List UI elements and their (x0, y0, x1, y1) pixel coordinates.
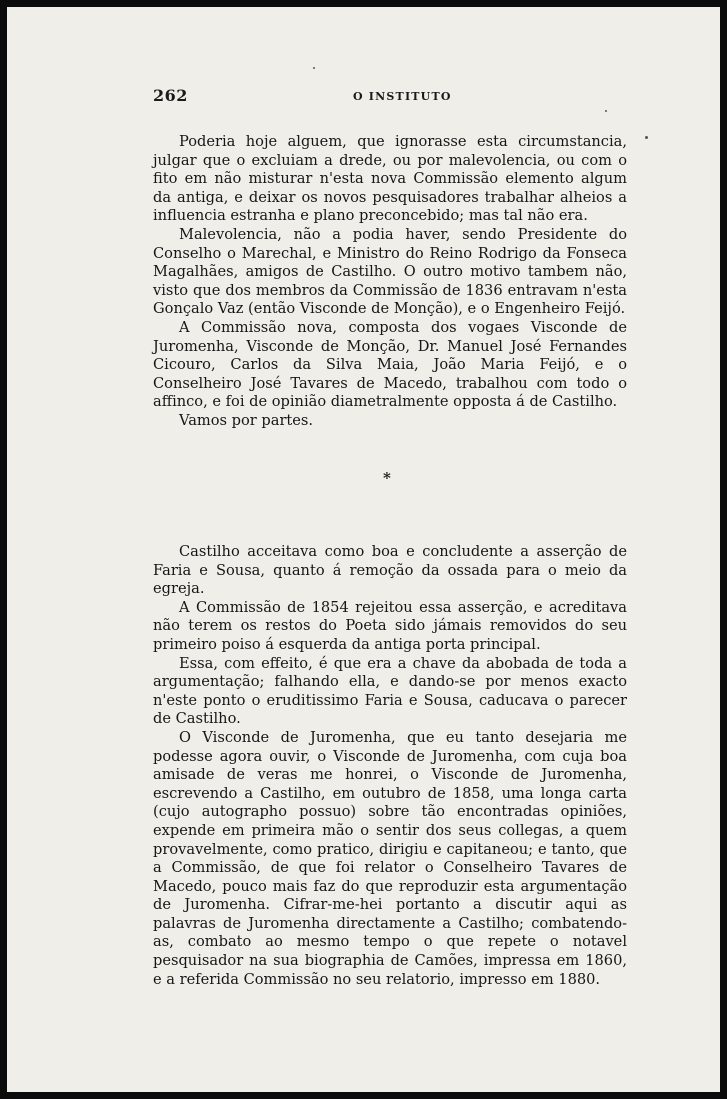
book-page (7, 7, 720, 1092)
paragraph: A Commissão nova, composta dos vogaes Visconde de Juromenha, Visconde de Monção, Dr. Manuel José Fernandes Cicouro, Carlos da Silva Maia, João Maria Feijó, e o Conselheiro José Tavares de Macedo, trabalhou com todo o affinco, e foi de opinião diametralmente opposta á de Castilho. (153, 318, 627, 411)
text-section-1 (153, 133, 627, 431)
paragraph: Essa, com effeito, é que era a chave da abobada de toda a argumentação; falhando ella, e dando-se por menos exacto n'este ponto o eruditissimo Faria e Sousa, caducava o parecer de Castilho. (153, 654, 627, 728)
paragraph: O Visconde de Juromenha, que eu tanto desejaria me podesse agora ouvir, o Visconde de Juromenha, com cuja boa amisade de veras me honrei, o Visconde de Juromenha, escrevendo a Castilho, em outubro de 1858, uma longa carta (cujo autographo possuo) sobre tão encontradas opiniões, expende em primeira mão o sentir dos seus collegas, a quem provavelmente, como pratico, dirigiu e capitaneou; e tanto, que a Commissão, de que foi relator o Conselheiro Tavares de Macedo, pouco mais faz do que reproduzir esta argumentação de Juromenha. Cifrar-me-hei portanto a discutir aqui as palavras de Juromenha directamente a Castilho; combatendo-as, combato ao mesmo tempo o que repete o notavel pesquisador na sua biographia de Camões, impressa em 1860, e a referida Commissão no seu relatorio, impresso em 1880. (153, 728, 627, 988)
running-title: O INSTITUTO (353, 90, 452, 103)
page-number: 262 (153, 86, 188, 105)
text-section-2 (153, 543, 627, 989)
paragraph: Poderia hoje alguem, que ignorasse esta circumstancia, julgar que o excluiam a drede, ou por malevolencia, ou com o fito em não misturar n'esta nova Commissão elemento algum da antiga, e deixar os novos pesquisadores trabalhar alheios a influencia estranha e plano preconcebido; mas tal não era. (153, 133, 627, 225)
paragraph: Castilho acceitava como boa e concludente a asserção de Faria e Sousa, quanto á remoção da ossada para o meio da egreja. (153, 543, 627, 598)
paper-speck (645, 136, 648, 139)
section-separator: * (383, 469, 391, 487)
paragraph: Vamos por partes. (179, 411, 314, 429)
paper-speck (313, 67, 315, 69)
paragraph: Malevolencia, não a podia haver, sendo Presidente do Conselho o Marechal, e Ministro do Reino Rodrigo da Fonseca Magalhães, amigos de Castilho. O outro motivo tambem não, visto que dos membros da Commissão de 1836 entravam n'esta Gonçalo Vaz (então Visconde de Monção), e o Engenheiro Feijó. (153, 225, 627, 318)
page-header (153, 86, 623, 106)
paragraph: A Commissão de 1854 rejeitou essa asserção, e acreditava não terem os restos do Poeta sido jámais removidos do seu primeiro poiso á esquerda da antiga porta principal. (153, 598, 627, 653)
paper-speck (605, 110, 607, 112)
